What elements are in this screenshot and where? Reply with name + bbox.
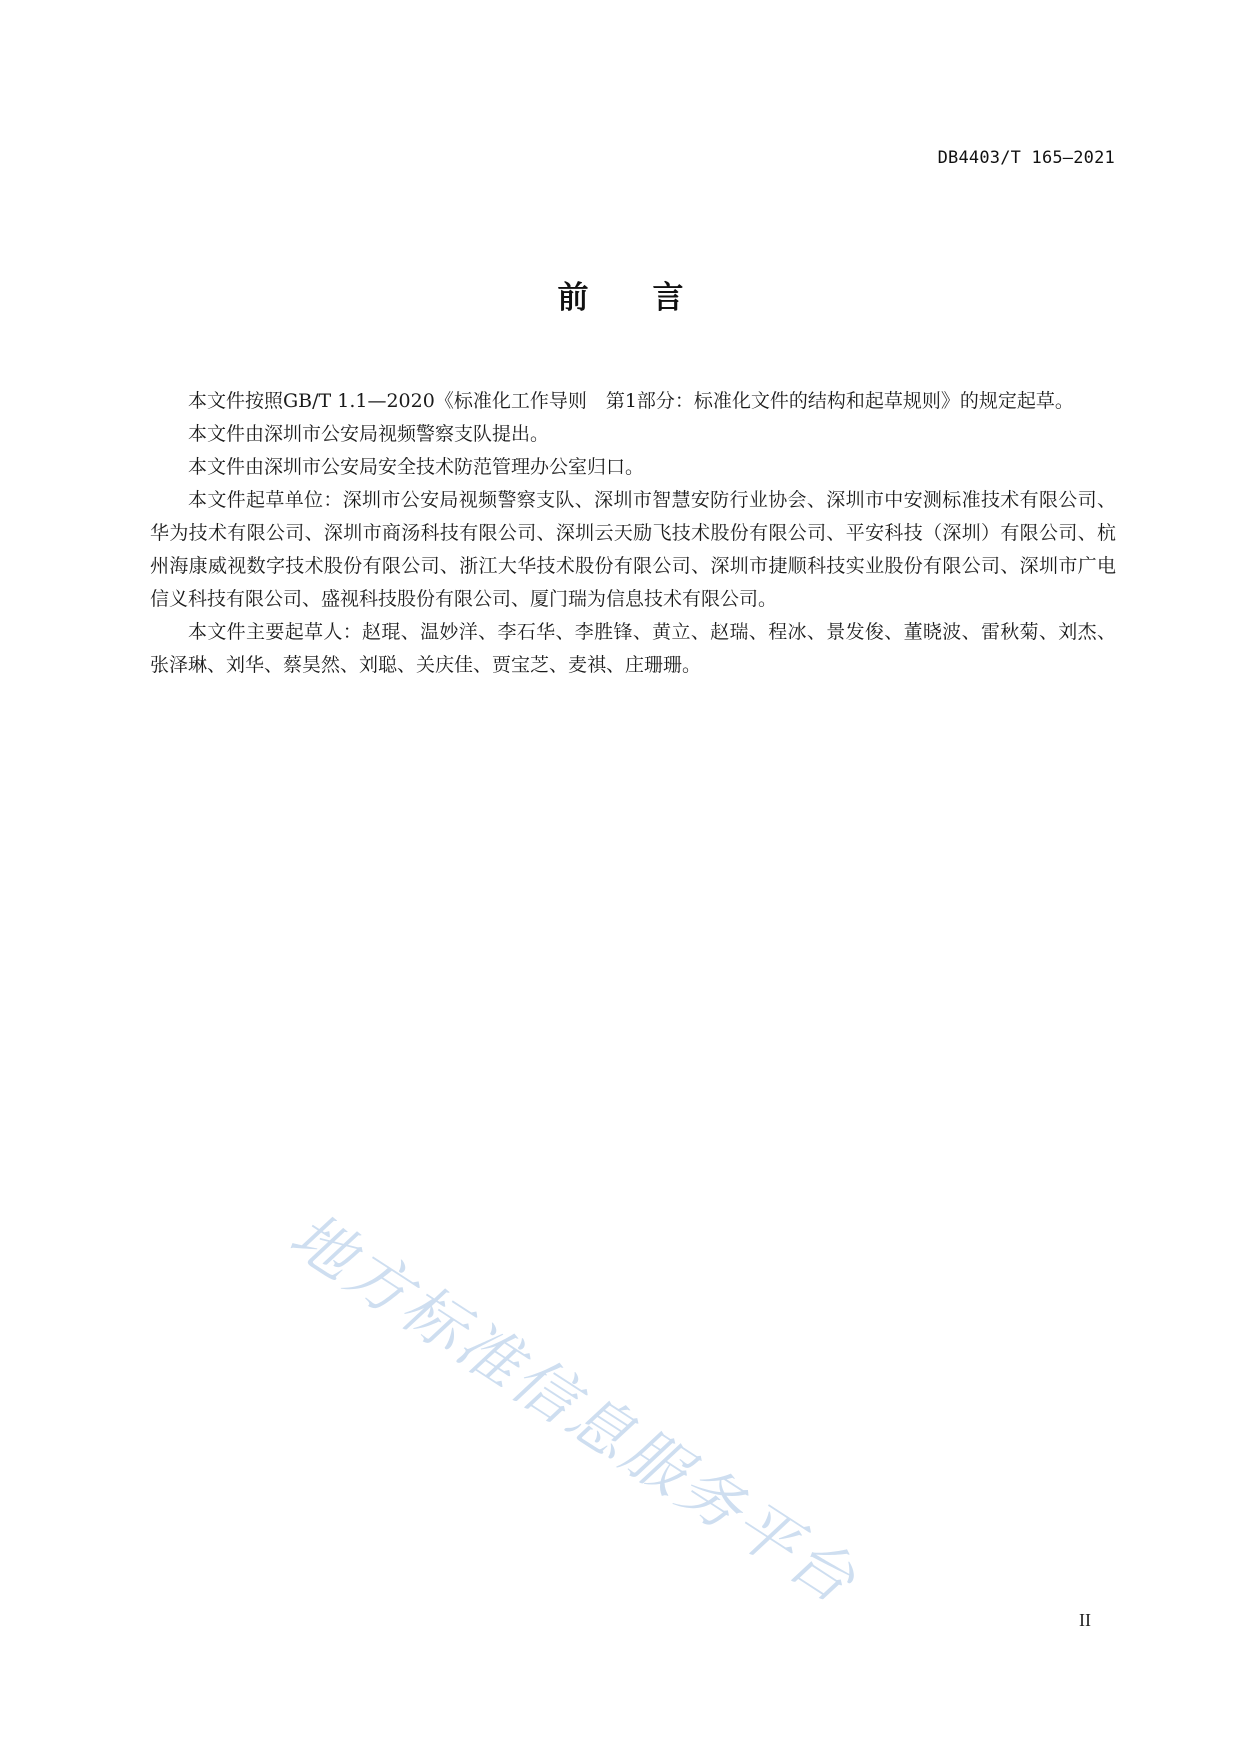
paragraph-drafting-rules: 本文件按照GB/T 1.1—2020《标准化工作导则 第1部分：标准化文件的结构和起草规则》的规定起草。 (188, 390, 1074, 412)
paragraph-drafting-units: 本文件起草单位：深圳市公安局视频警察支队、深圳市智慧安防行业协会、深圳市中安测标准技术有限公司、华为技术有限公司、深圳市商汤科技有限公司、深圳云天励飞技术股份有限公司、平安科技（深圳）有限公司、杭州海康威视数字技术股份有限公司、浙江大华技术股份有限公司、深圳市捷顺科技实业股份有限公司、深圳市广电信义科技有限公司、盛视科技股份有限公司、厦门瑞为信息技术有限公司。 (150, 489, 1116, 610)
paragraph-main-drafters: 本文件主要起草人：赵琨、温妙洋、李石华、李胜锋、黄立、赵瑞、程冰、景发俊、董晓波、雷秋菊、刘杰、张泽琳、刘华、蔡昊然、刘聪、关庆佳、贾宝芝、麦祺、庄珊珊。 (150, 621, 1116, 676)
foreword-body (150, 385, 1116, 682)
page-number: II (1079, 1610, 1091, 1630)
paragraph-proposer: 本文件由深圳市公安局视频警察支队提出。 (188, 423, 550, 445)
document-code: DB4403/T 165—2021 (937, 148, 1115, 168)
watermark: 地方标准信息服务平台 (277, 1198, 871, 1619)
paragraph-centralized-management: 本文件由深圳市公安局安全技术防范管理办公室归口。 (188, 456, 645, 478)
page-title: 前言 (557, 280, 748, 316)
